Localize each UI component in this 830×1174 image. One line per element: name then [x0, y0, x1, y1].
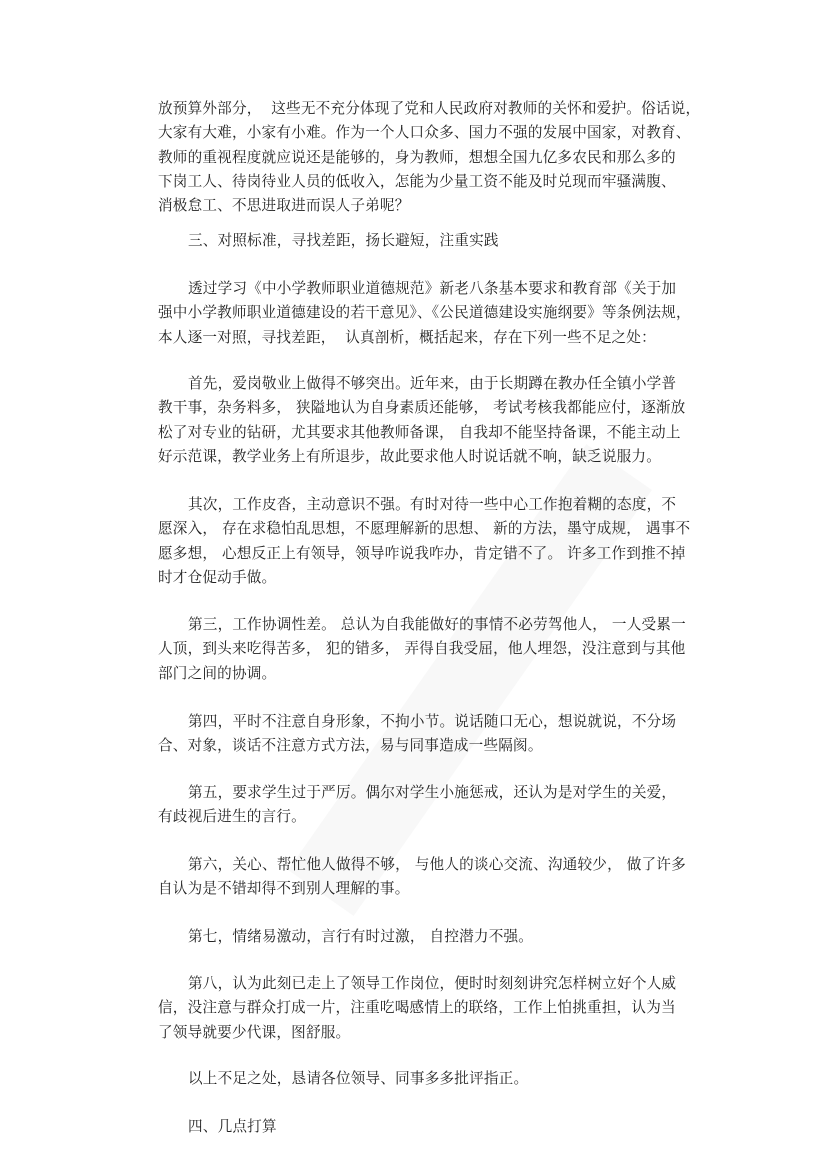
text-line: 自认为是不错却得不到别人理解的事。 — [158, 880, 410, 898]
text-line: 愿多想， 心想反正上有领导，领导咋说我咋办，肯定错不了。 许多工作到推不掉 — [158, 544, 686, 562]
text-line: 信，没注意与群众打成一片，注重吃喝感情上的联络，工作上怕挑重担，认为当 — [158, 999, 676, 1017]
text-line: 第六，关心、帮忙他人做得不够， 与他人的谈心交流、沟通较少， 做了许多 — [188, 856, 686, 873]
paragraph — [158, 1067, 698, 1091]
paragraph — [158, 613, 698, 686]
text-line: 教师的重视程度就应说还是能够的，身为教师，想想全国九亿多农民和那么多的 — [158, 148, 676, 166]
text-line: 时才仓促动手做。 — [158, 568, 277, 586]
paragraph — [158, 972, 698, 1045]
paragraph — [158, 853, 698, 902]
text-line: 第五，要求学生过于严厉。偶尔对学生小施惩戒，还认为是对学生的关爱， — [188, 784, 677, 801]
text-line: 其次，工作皮沓，主动意识不强。有时对待一些中心工作抱着糊的态度，不 — [188, 496, 677, 513]
text-line: 人顶，到头来吃得苦多， 犯的错多， 弄得自我受屈，他人埋怨，没注意到与其他 — [158, 640, 686, 658]
text-line: 强中小学教师职业道德建设的若干意见》、《公民道德建设实施纲要》等条例法规， — [158, 304, 691, 322]
text-line: 第七，情绪易激动，言行有时过激， 自控潜力不强。 — [188, 928, 534, 945]
section-heading — [158, 1115, 698, 1139]
text-line: 本人逐一对照，寻找差距， 认真剖析，概括起来，存在下列一些不足之处： — [158, 328, 656, 346]
paragraph — [158, 372, 698, 469]
text-line: 好示范课，教学业务上有所退步，故此要求他人时说话就不响，缺乏说服力。 — [158, 447, 661, 465]
text-line: 三、对照标准，寻找差距，扬长避短，注重实践 — [188, 232, 499, 249]
paragraph — [158, 781, 698, 830]
text-line: 教干事，杂务料多， 狭隘地认为自身素质还能够， 考试考核我都能应付，逐渐放 — [158, 399, 686, 417]
text-line: 大家有大难，小家有小难。作为一个人口众多、国力不强的发展中国家，对教育、 — [158, 124, 691, 142]
text-line: 松了对专业的钻研，尤其要求其他教师备课， 自我却不能坚持备课，不能主动上 — [158, 423, 681, 441]
paragraph — [158, 925, 698, 949]
text-line: 有歧视后进生的言行。 — [158, 808, 306, 826]
text-line: 透过学习《中小学教师职业道德规范》新老八条基本要求和教育部《关于加 — [188, 280, 677, 297]
paragraph — [158, 710, 698, 759]
text-line: 第三，工作协调性差。 总认为自我能做好的事情不必劳驾他人， 一人受累一 — [188, 616, 686, 633]
text-line: 放预算外部分， 这些无不充分体现了党和人民政府对教师的关怀和爱护。俗话说， — [158, 100, 701, 117]
text-line: 合、对象，谈话不注意方式方法，易与同事造成一些隔阂。 — [158, 737, 543, 755]
text-line: 第四，平时不注意自身形象，不拘小节。说话随口无心，想说就说，不分场 — [188, 713, 677, 730]
text-line: 部门之间的协调。 — [158, 664, 277, 682]
text-line: 愿深入， 存在求稳怕乱思想，不愿理解新的思想、 新的方法，墨守成规， 遇事不 — [158, 520, 691, 538]
text-line: 首先，爱岗敬业上做得不够突出。近年来，由于长期蹲在教办任全镇小学普 — [188, 375, 677, 392]
text-line: 消极怠工、不思进取进而误人子弟呢？ — [158, 197, 410, 215]
text-line: 四、几点打算 — [188, 1118, 277, 1135]
text-line: 了领导就要少代课，图舒服。 — [158, 1023, 351, 1041]
text-line: 下岗工人、待岗待业人员的低收入，怎能为少量工资不能及时兑现而牢骚满腹、 — [158, 172, 676, 190]
section-heading — [158, 229, 698, 253]
text-line: 以上不足之处，恳请各位领导、同事多多批评指正。 — [188, 1070, 529, 1087]
paragraph — [158, 97, 701, 218]
text-line: 第八，认为此刻已走上了领导工作岗位，便时时刻刻讲究怎样树立好个人威 — [188, 975, 677, 992]
paragraph — [158, 493, 698, 590]
paragraph — [158, 277, 698, 350]
